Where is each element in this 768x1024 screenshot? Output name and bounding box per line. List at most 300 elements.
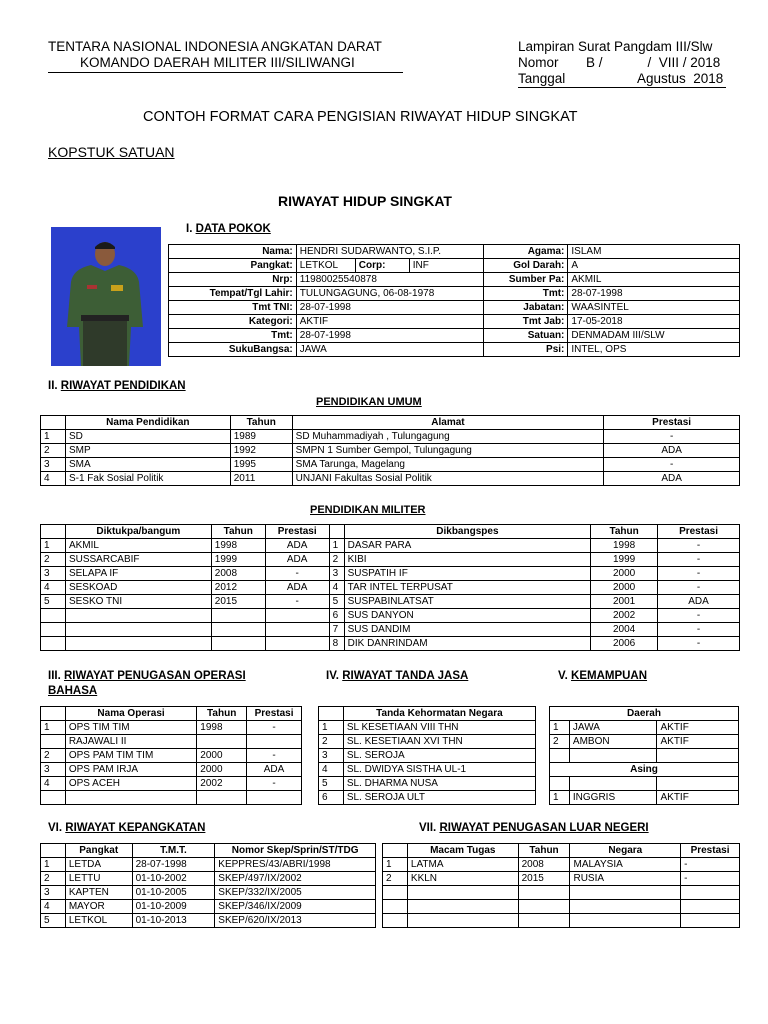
table-cell [41, 791, 66, 805]
table-cell: - [658, 581, 740, 595]
table-cell: AKTIF [657, 791, 739, 805]
field-value: ISLAM [568, 245, 740, 259]
pangkat-corp-cell [296, 259, 483, 273]
data-pokok-row [169, 273, 740, 287]
section-number: V. [558, 670, 568, 682]
table-cell: SL. SEROJA [343, 749, 535, 763]
kepangkatan-table [40, 843, 376, 928]
table-cell: - [265, 595, 329, 609]
table-row [41, 567, 740, 581]
table-cell [383, 914, 408, 928]
field-value: DENMADAM III/SLW [568, 329, 740, 343]
lampiran-text: Lampiran Surat Pangdam III/Slw [518, 39, 713, 54]
col-no [41, 525, 66, 539]
table-cell: 5 [41, 595, 66, 609]
table-cell: - [658, 539, 740, 553]
table-cell: SUSPATIH IF [344, 567, 591, 581]
col-no [41, 707, 66, 721]
table-cell: - [247, 777, 302, 791]
field-label: Tmt: [169, 329, 297, 343]
table-cell: ADA [658, 595, 740, 609]
table-cell: 2015 [211, 595, 265, 609]
pendidikan-umum-title: PENDIDIKAN UMUM [316, 396, 422, 408]
section-number: II. [48, 380, 58, 392]
section-number: VII. [419, 822, 437, 834]
operasi-table [40, 706, 302, 805]
column-header: Prestasi [247, 707, 302, 721]
table-cell [407, 900, 518, 914]
table-cell: 2008 [518, 858, 570, 872]
pendidikan-militer-table [40, 524, 740, 651]
field-label: Pangkat: [169, 259, 297, 273]
table-cell: SKEP/332/IX/2005 [215, 886, 376, 900]
table-cell: LETDA [65, 858, 132, 872]
table-cell: AKTIF [657, 735, 739, 749]
table-cell [518, 886, 570, 900]
table-row [41, 721, 302, 735]
table-cell: AKMIL [65, 539, 211, 553]
table-cell [570, 886, 681, 900]
section-bahasa-cont: BAHASA [48, 685, 98, 697]
table-row [550, 749, 739, 763]
table-cell: 2002 [197, 777, 247, 791]
table-cell [41, 637, 66, 651]
table-cell: SESKO TNI [65, 595, 211, 609]
table-cell: 2000 [591, 567, 658, 581]
section-kemampuan [558, 670, 647, 682]
pendidikan-militer-title: PENDIDIKAN MILITER [310, 504, 426, 516]
field-label: Kategori: [169, 315, 297, 329]
table-cell: SUSPABINLATSAT [344, 595, 591, 609]
table-cell: - [658, 567, 740, 581]
column-header: Tahun [197, 707, 247, 721]
table-cell [41, 609, 66, 623]
table-cell: 01-10-2013 [132, 914, 215, 928]
table-cell: OPS PAM TIM TIM [65, 749, 196, 763]
table-cell: 2004 [591, 623, 658, 637]
data-pokok-row [169, 329, 740, 343]
column-header: Daerah [550, 707, 739, 721]
table-cell: 1998 [197, 721, 247, 735]
table-cell: 1 [550, 721, 570, 735]
field-value: AKMIL [568, 273, 740, 287]
table-cell: ADA [265, 581, 329, 595]
column-header: Tahun [591, 525, 658, 539]
table-cell [41, 623, 66, 637]
table-cell [265, 623, 329, 637]
col-no [41, 844, 66, 858]
table-cell [681, 886, 740, 900]
section-number: IV. [326, 670, 340, 682]
table-cell: 1 [41, 539, 66, 553]
col-no [41, 416, 66, 430]
table-cell: 1992 [230, 444, 292, 458]
table-cell [65, 637, 211, 651]
table-cell: - [658, 623, 740, 637]
table-cell: KIBI [344, 553, 591, 567]
table-row [41, 872, 376, 886]
table-row [383, 900, 740, 914]
column-header: Nama Operasi [65, 707, 196, 721]
column-header: Prestasi [265, 525, 329, 539]
table-row [319, 791, 536, 805]
table-row [319, 735, 536, 749]
table-cell [265, 637, 329, 651]
table-cell [197, 735, 247, 749]
table-cell: 01-10-2005 [132, 886, 215, 900]
field-value: INTEL, OPS [568, 343, 740, 357]
table-cell: 1 [383, 858, 408, 872]
section-label: DATA POKOK [195, 223, 271, 235]
table-cell: 4 [329, 581, 344, 595]
table-cell: 4 [41, 777, 66, 791]
table-cell: 4 [41, 581, 66, 595]
table-row [41, 444, 740, 458]
table-cell: 2000 [197, 749, 247, 763]
table-cell: INGGRIS [569, 791, 657, 805]
table-row [41, 900, 376, 914]
nomor-label: Nomor [518, 55, 559, 70]
table-cell: 1 [319, 721, 344, 735]
table-cell: 5 [319, 777, 344, 791]
document-title: RIWAYAT HIDUP SINGKAT [278, 193, 452, 209]
table-row [383, 872, 740, 886]
table-cell: LETTU [65, 872, 132, 886]
table-row [41, 763, 302, 777]
field-label: Tmt Jab: [483, 315, 568, 329]
table-cell [197, 791, 247, 805]
col-no [329, 525, 344, 539]
table-cell: 1998 [591, 539, 658, 553]
table-cell: SD Muhammadiyah , Tulungagung [292, 430, 604, 444]
table-cell: - [604, 458, 740, 472]
table-cell: SMP [65, 444, 230, 458]
section-data-pokok [186, 223, 271, 235]
table-row [41, 553, 740, 567]
daerah-header-row [550, 707, 739, 721]
tanggal-value: Agustus 2018 [637, 71, 724, 86]
table-cell: 3 [329, 567, 344, 581]
table-row [41, 858, 376, 872]
table-row [41, 735, 302, 749]
table-row [41, 581, 740, 595]
table-cell: 4 [319, 763, 344, 777]
column-header: Prestasi [604, 416, 740, 430]
data-pokok-row [169, 343, 740, 357]
section-label: RIWAYAT PENUGASAN LUAR NEGERI [439, 822, 649, 834]
table-cell: 3 [41, 763, 66, 777]
field-label: SukuBangsa: [169, 343, 297, 357]
table-cell [247, 791, 302, 805]
table-cell: SL KESETIAAN VIII THN [343, 721, 535, 735]
field-label: Jabatan: [483, 301, 568, 315]
table-cell: RAJAWALI II [65, 735, 196, 749]
table-cell: UNJANI Fakultas Sosial Politik [292, 472, 604, 486]
field-value: 28-07-1998 [568, 287, 740, 301]
table-cell: 3 [319, 749, 344, 763]
data-pokok-row [169, 245, 740, 259]
table-cell: 1999 [591, 553, 658, 567]
table-cell: 2 [319, 735, 344, 749]
column-header: T.M.T. [132, 844, 215, 858]
table-cell [247, 735, 302, 749]
table-cell: ADA [265, 553, 329, 567]
table-cell: SKEP/497/IX/2002 [215, 872, 376, 886]
table-cell: - [658, 609, 740, 623]
column-header: Alamat [292, 416, 604, 430]
table-cell: 28-07-1998 [132, 858, 215, 872]
table-cell: 2 [41, 749, 66, 763]
table-cell: SL. SEROJA ULT [343, 791, 535, 805]
column-header: Nama Pendidikan [65, 416, 230, 430]
section-number: III. [48, 670, 61, 682]
table-cell: KEPPRES/43/ABRI/1998 [215, 858, 376, 872]
table-cell: 2015 [518, 872, 570, 886]
column-header: Tahun [518, 844, 570, 858]
soldier-photo-icon [51, 227, 161, 366]
section-tanda-jasa [326, 670, 468, 682]
profile-photo [51, 227, 161, 366]
data-pokok-row [169, 259, 740, 273]
table-cell: ADA [604, 472, 740, 486]
column-header: Dikbangspes [344, 525, 591, 539]
table-cell [657, 749, 739, 763]
table-cell: 2008 [211, 567, 265, 581]
tanggal-label: Tanggal [518, 71, 566, 86]
table-row [41, 749, 302, 763]
table-row [41, 791, 302, 805]
table-cell: OPS ACEH [65, 777, 196, 791]
column-header: Prestasi [658, 525, 740, 539]
table-cell: 2 [41, 872, 66, 886]
table-row [319, 721, 536, 735]
table-cell: 6 [319, 791, 344, 805]
table-cell: - [681, 858, 740, 872]
table-cell [383, 900, 408, 914]
table-cell [407, 914, 518, 928]
table-cell: SL. DHARMA NUSA [343, 777, 535, 791]
table-row [41, 623, 740, 637]
table-row [383, 886, 740, 900]
table-row [550, 791, 739, 805]
table-cell: 3 [41, 567, 66, 581]
table-cell: JAWA [569, 721, 657, 735]
table-cell: 2000 [591, 581, 658, 595]
field-label: Tmt TNI: [169, 301, 297, 315]
header-divider-right [518, 87, 726, 88]
table-row [383, 858, 740, 872]
table-cell [569, 749, 657, 763]
table-cell: 1998 [211, 539, 265, 553]
table-cell: ADA [247, 763, 302, 777]
table-row [41, 472, 740, 486]
table-cell: 1 [41, 858, 66, 872]
org-name-1: TENTARA NASIONAL INDONESIA ANGKATAN DARAT [48, 39, 382, 54]
field-label: Gol Darah: [483, 259, 568, 273]
table-row [383, 914, 740, 928]
table-cell: 4 [41, 472, 66, 486]
table-cell: 2001 [591, 595, 658, 609]
table-cell: AMBON [569, 735, 657, 749]
col-tanda-kehormatan: Tanda Kehormatan Negara [343, 707, 535, 721]
field-value: 28-07-1998 [296, 329, 483, 343]
field-label: Agama: [483, 245, 568, 259]
table-cell: TAR INTEL TERPUSAT [344, 581, 591, 595]
column-header: Diktukpa/bangum [65, 525, 211, 539]
table-row [41, 609, 740, 623]
table-row [41, 637, 740, 651]
table-cell: - [265, 567, 329, 581]
field-value: JAWA [296, 343, 483, 357]
section-number: I. [186, 223, 193, 235]
luar-negeri-table [382, 843, 740, 928]
data-pokok-row [169, 301, 740, 315]
table-cell: 3 [41, 458, 66, 472]
table-cell: SMA [65, 458, 230, 472]
kemampuan-table [549, 706, 739, 805]
table-cell: 2 [383, 872, 408, 886]
field-value: LETKOL [297, 259, 356, 272]
table-row [319, 777, 536, 791]
table-cell: KKLN [407, 872, 518, 886]
data-pokok-table [168, 244, 740, 357]
table-cell: 2006 [591, 637, 658, 651]
field-label: Tmt: [483, 287, 568, 301]
table-row [41, 539, 740, 553]
table-row [550, 721, 739, 735]
column-header: Prestasi [681, 844, 740, 858]
table-cell: S-1 Fak Sosial Politik [65, 472, 230, 486]
table-cell [65, 791, 196, 805]
table-cell: ADA [265, 539, 329, 553]
table-cell [518, 914, 570, 928]
table-cell: - [247, 721, 302, 735]
table-cell [550, 749, 570, 763]
table-cell: RUSIA [570, 872, 681, 886]
table-cell [65, 623, 211, 637]
table-cell: 01-10-2009 [132, 900, 215, 914]
table-cell: 2 [550, 735, 570, 749]
table-cell: 1995 [230, 458, 292, 472]
field-label: Satuan: [483, 329, 568, 343]
section-riwayat-pendidikan [48, 380, 186, 392]
table-row [41, 595, 740, 609]
table-cell: OPS TIM TIM [65, 721, 196, 735]
table-cell: 2000 [197, 763, 247, 777]
table-row [41, 914, 376, 928]
table-cell: - [658, 637, 740, 651]
table-cell: DIK DANRINDAM [344, 637, 591, 651]
table-cell: - [604, 430, 740, 444]
table-cell: 2 [41, 553, 66, 567]
section-number: VI. [48, 822, 63, 834]
field-value: 28-07-1998 [296, 301, 483, 315]
table-cell: MAYOR [65, 900, 132, 914]
column-header: Asing [550, 763, 739, 777]
section-kepangkatan [48, 822, 205, 834]
table-cell [518, 900, 570, 914]
table-cell: 4 [41, 900, 66, 914]
table-cell: SKEP/620/IX/2013 [215, 914, 376, 928]
table-cell: SUSSARCABIF [65, 553, 211, 567]
table-cell: AKTIF [657, 721, 739, 735]
table-cell: 1989 [230, 430, 292, 444]
table-cell [211, 609, 265, 623]
table-cell [570, 900, 681, 914]
field-value: TULUNGAGUNG, 06-08-1978 [296, 287, 483, 301]
table-cell: SKEP/346/IX/2009 [215, 900, 376, 914]
field-label: Nama: [169, 245, 297, 259]
table-row [550, 777, 739, 791]
table-cell: 3 [41, 886, 66, 900]
section-label: RIWAYAT TANDA JASA [342, 670, 469, 682]
data-pokok-row [169, 287, 740, 301]
table-cell: 2011 [230, 472, 292, 486]
pendidikan-umum-table [40, 415, 740, 486]
section-luar-negeri [419, 822, 649, 834]
table-cell: 5 [329, 595, 344, 609]
table-cell [265, 609, 329, 623]
table-cell: 2002 [591, 609, 658, 623]
table-cell [211, 637, 265, 651]
table-cell [383, 886, 408, 900]
field-label: Sumber Pa: [483, 273, 568, 287]
asing-header-row [550, 763, 739, 777]
table-cell: 5 [41, 914, 66, 928]
table-cell: 1 [41, 430, 66, 444]
table-row [41, 886, 376, 900]
table-cell: 6 [329, 609, 344, 623]
table-cell [570, 914, 681, 928]
section-label: RIWAYAT PENDIDIKAN [60, 380, 186, 392]
table-row [319, 749, 536, 763]
column-header: Pangkat [65, 844, 132, 858]
org-name-2: KOMANDO DAERAH MILITER III/SILIWANGI [80, 55, 355, 70]
corp-value: INF [412, 260, 429, 271]
table-row [550, 735, 739, 749]
table-cell: 1999 [211, 553, 265, 567]
section-label: RIWAYAT PENUGASAN OPERASI [63, 670, 246, 682]
table-cell: SMPN 1 Sumber Gempol, Tulungagung [292, 444, 604, 458]
table-cell: 7 [329, 623, 344, 637]
col-no [319, 707, 344, 721]
field-value: 11980025540878 [296, 273, 483, 287]
table-cell: 01-10-2002 [132, 872, 215, 886]
column-header: Tahun [211, 525, 265, 539]
field-label: Nrp: [169, 273, 297, 287]
tanda-jasa-table [318, 706, 536, 805]
table-cell: 1 [41, 721, 66, 735]
main-title: CONTOH FORMAT CARA PENGISIAN RIWAYAT HIDUP SINGKAT [143, 109, 578, 125]
table-cell: LETKOL [65, 914, 132, 928]
table-cell: SD [65, 430, 230, 444]
section-label: RIWAYAT KEPANGKATAN [65, 822, 206, 834]
column-header: Macam Tugas [407, 844, 518, 858]
table-row [319, 763, 536, 777]
table-row [41, 777, 302, 791]
field-label: Tempat/Tgl Lahir: [169, 287, 297, 301]
table-cell: SESKOAD [65, 581, 211, 595]
corp-label: Corp: [356, 259, 410, 272]
field-value: 17-05-2018 [568, 315, 740, 329]
header-divider-left [48, 72, 403, 73]
table-cell [569, 777, 657, 791]
field-value: AKTIF [296, 315, 483, 329]
table-cell: SUS DANYON [344, 609, 591, 623]
table-cell [65, 609, 211, 623]
column-header: Negara [570, 844, 681, 858]
table-cell [681, 914, 740, 928]
